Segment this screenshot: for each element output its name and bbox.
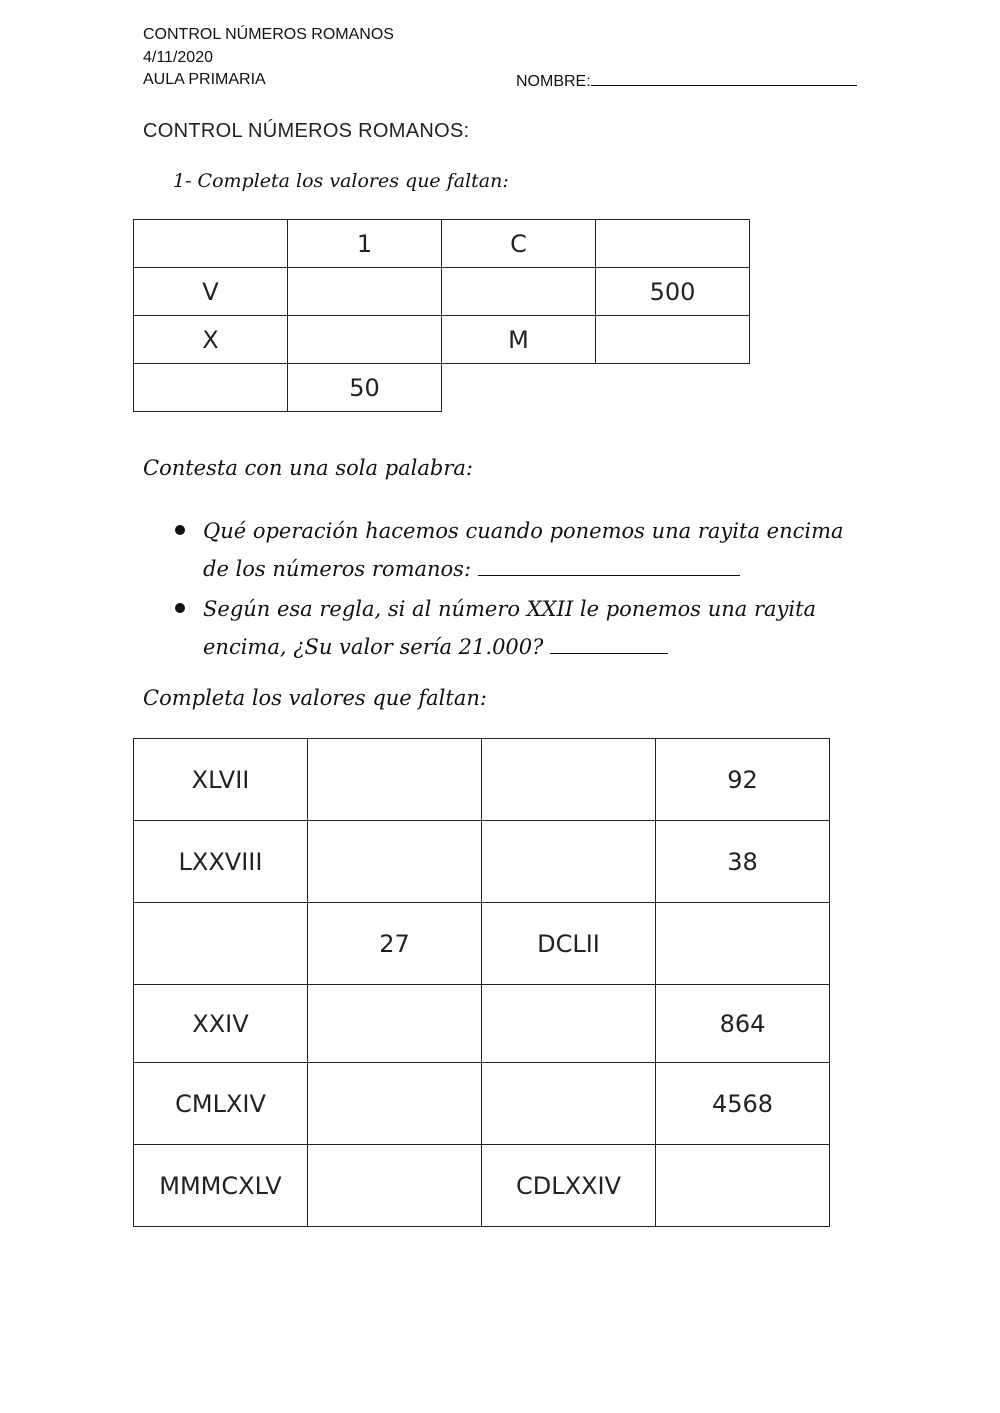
name-blank-line[interactable]	[591, 69, 857, 86]
table-row	[134, 364, 750, 412]
question-2: Completa los valores que faltan:	[143, 686, 487, 710]
question-text: Según esa regla, si al número XXII le ponemos una rayita encima, ¿Su valor sería 21.000?	[203, 597, 817, 659]
table-roman-values-1	[133, 219, 750, 412]
empty-space	[596, 364, 750, 412]
table-cell	[288, 316, 442, 364]
table-cell	[308, 739, 482, 821]
table-cell	[482, 985, 656, 1063]
question-list	[175, 512, 865, 668]
header-title: CONTROL NÚMEROS ROMANOS	[143, 26, 394, 43]
table-cell	[134, 220, 288, 268]
question-1: 1- Completa los valores que faltan:	[173, 170, 509, 192]
bullet-icon	[175, 603, 185, 613]
name-label: NOMBRE:	[516, 73, 591, 90]
table-cell: M	[442, 316, 596, 364]
table-cell: 864	[656, 985, 830, 1063]
table-cell: 4568	[656, 1063, 830, 1145]
table-cell: 38	[656, 821, 830, 903]
table-cell	[308, 1063, 482, 1145]
table-row	[134, 268, 750, 316]
table-cell	[482, 1063, 656, 1145]
table-row	[134, 316, 750, 364]
table-cell	[482, 821, 656, 903]
table-cell	[442, 268, 596, 316]
table-cell	[308, 821, 482, 903]
header-class: AULA PRIMARIA	[143, 71, 266, 88]
name-field	[516, 69, 857, 93]
table-cell	[288, 268, 442, 316]
table-row	[134, 1063, 830, 1145]
question-text: Qué operación hacemos cuando ponemos una rayita encima de los números romanos:	[203, 519, 844, 581]
table-cell	[656, 903, 830, 985]
table-cell	[482, 739, 656, 821]
table-cell: 27	[308, 903, 482, 985]
table-cell: V	[134, 268, 288, 316]
table-cell: DCLII	[482, 903, 656, 985]
table-row	[134, 821, 830, 903]
table-cell	[656, 1145, 830, 1227]
table-cell	[308, 1145, 482, 1227]
table-cell: 500	[596, 268, 750, 316]
table-cell: 1	[288, 220, 442, 268]
table-row	[134, 903, 830, 985]
table-row	[134, 1145, 830, 1227]
table-cell: LXXVIII	[134, 821, 308, 903]
answer-blank[interactable]	[478, 557, 740, 576]
header-date: 4/11/2020	[143, 49, 213, 66]
table-cell	[596, 220, 750, 268]
table-cell	[134, 364, 288, 412]
table-cell: XXIV	[134, 985, 308, 1063]
table-cell: X	[134, 316, 288, 364]
contesta-heading: Contesta con una sola palabra:	[143, 456, 473, 480]
table-row	[134, 985, 830, 1063]
table-roman-values-2	[133, 738, 830, 1227]
table-cell	[596, 316, 750, 364]
table-cell: C	[442, 220, 596, 268]
table-cell: MMMCXLV	[134, 1145, 308, 1227]
list-item	[175, 512, 865, 588]
empty-space	[442, 364, 596, 412]
table-cell: 92	[656, 739, 830, 821]
table-cell: CMLXIV	[134, 1063, 308, 1145]
table-cell: CDLXXIV	[482, 1145, 656, 1227]
table-row	[134, 220, 750, 268]
table-cell	[308, 985, 482, 1063]
table-cell	[134, 903, 308, 985]
answer-blank[interactable]	[550, 635, 668, 654]
table-cell: XLVII	[134, 739, 308, 821]
table-row	[134, 739, 830, 821]
list-item	[175, 590, 865, 666]
bullet-icon	[175, 525, 185, 535]
section-title: CONTROL NÚMEROS ROMANOS:	[143, 120, 470, 142]
table-cell: 50	[288, 364, 442, 412]
